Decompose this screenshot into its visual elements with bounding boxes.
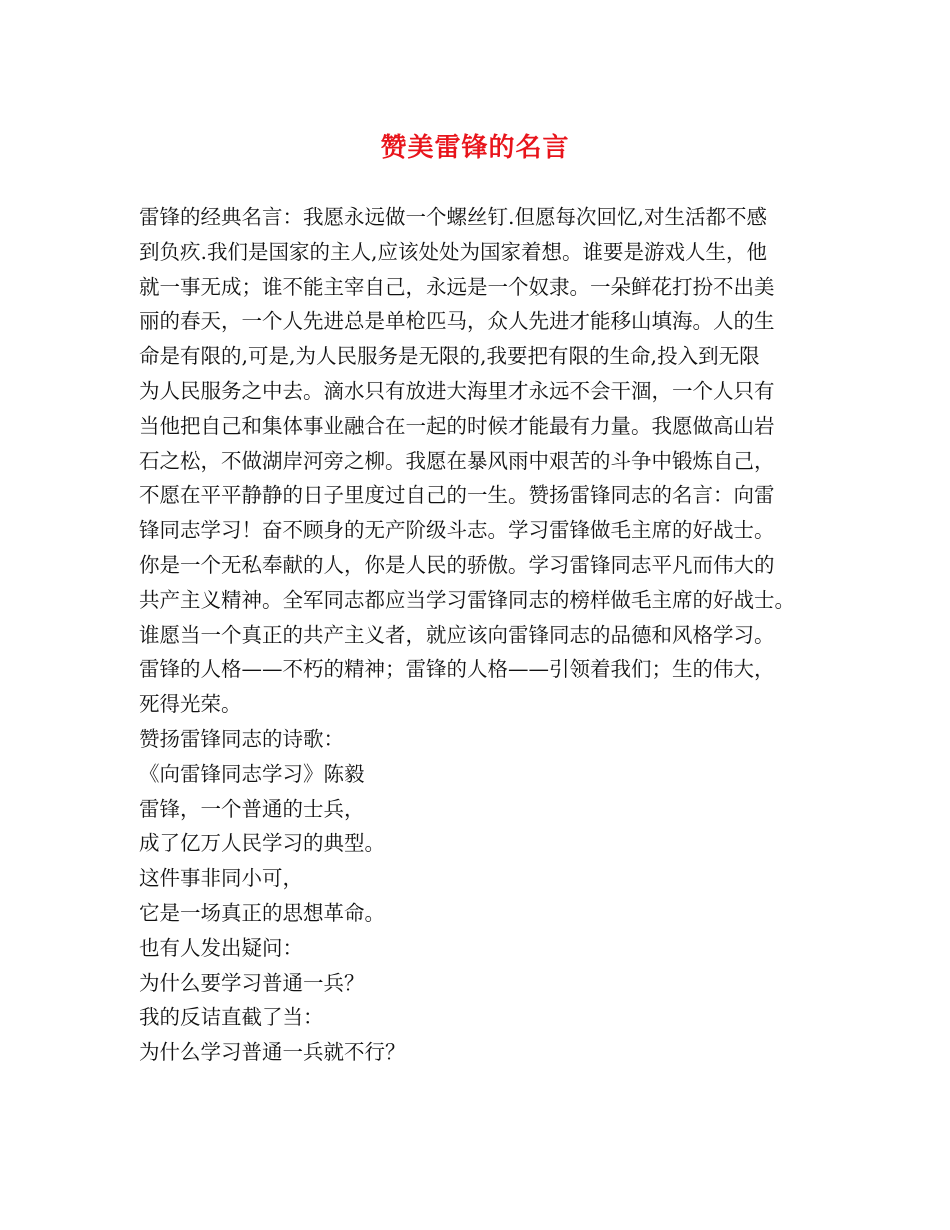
text-line: 谁愿当一个真正的共产主义者，就应该向雷锋同志的品德和风格学习。 <box>139 622 775 647</box>
poem-line: 雷锋，一个普通的士兵， <box>139 796 365 821</box>
text-line: 雷锋的人格——不朽的精神；雷锋的人格——引领着我们；生的伟大， <box>139 657 775 682</box>
poem-line: 成了亿万人民学习的典型。 <box>139 831 385 856</box>
text-line: 丽的春天，一个人先进总是单枪匹马，众人先进才能移山填海。人的生 <box>139 309 775 334</box>
poem-line: 我的反诘直截了当： <box>139 1005 324 1030</box>
text-line: 就一事无成；谁不能主宰自己，永远是一个奴隶。一朵鲜花打扮不出美 <box>139 274 775 299</box>
poem-heading: 赞扬雷锋同志的诗歌： <box>139 726 344 751</box>
text-line: 为人民服务之中去。滴水只有放进大海里才永远不会干涸，一个人只有 <box>139 378 775 403</box>
text-line: 锋同志学习！奋不顾身的无产阶级斗志。学习雷锋做毛主席的好战士。 <box>139 518 775 543</box>
poem-line: 为什么学习普通一兵就不行？ <box>139 1040 406 1065</box>
text-line: 你是一个无私奉献的人，你是人民的骄傲。学习雷锋同志平凡而伟大的 <box>139 552 775 577</box>
document-body <box>139 200 829 1070</box>
text-line: 到负疚.我们是国家的主人,应该处处为国家着想。谁要是游戏人生，他 <box>139 239 768 264</box>
poem-title: 《向雷锋同志学习》陈毅 <box>139 761 365 786</box>
text-line: 石之松，不做湖岸河旁之柳。我愿在暴风雨中艰苦的斗争中锻炼自己， <box>139 448 775 473</box>
text-line: 共产主义精神。全军同志都应当学习雷锋同志的榜样做毛主席的好战士。 <box>139 587 795 612</box>
text-line: 不愿在平平静静的日子里度过自己的一生。赞扬雷锋同志的名言：向雷 <box>139 483 775 508</box>
text-line: 当他把自己和集体事业融合在一起的时候才能最有力量。我愿做高山岩 <box>139 413 775 438</box>
document-title: 赞美雷锋的名言 <box>380 133 570 163</box>
text-line: 命是有限的,可是,为人民服务是无限的,我要把有限的生命,投入到无限 <box>139 344 760 369</box>
poem-line: 这件事非同小可， <box>139 866 303 891</box>
poem-line: 也有人发出疑问： <box>139 935 303 960</box>
poem-line: 它是一场真正的思想革命。 <box>139 900 385 925</box>
text-line: 雷锋的经典名言：我愿永远做一个螺丝钉.但愿每次回忆,对生活都不感 <box>139 205 768 229</box>
text-line: 死得光荣。 <box>139 692 242 717</box>
poem-line: 为什么要学习普通一兵？ <box>139 970 365 995</box>
